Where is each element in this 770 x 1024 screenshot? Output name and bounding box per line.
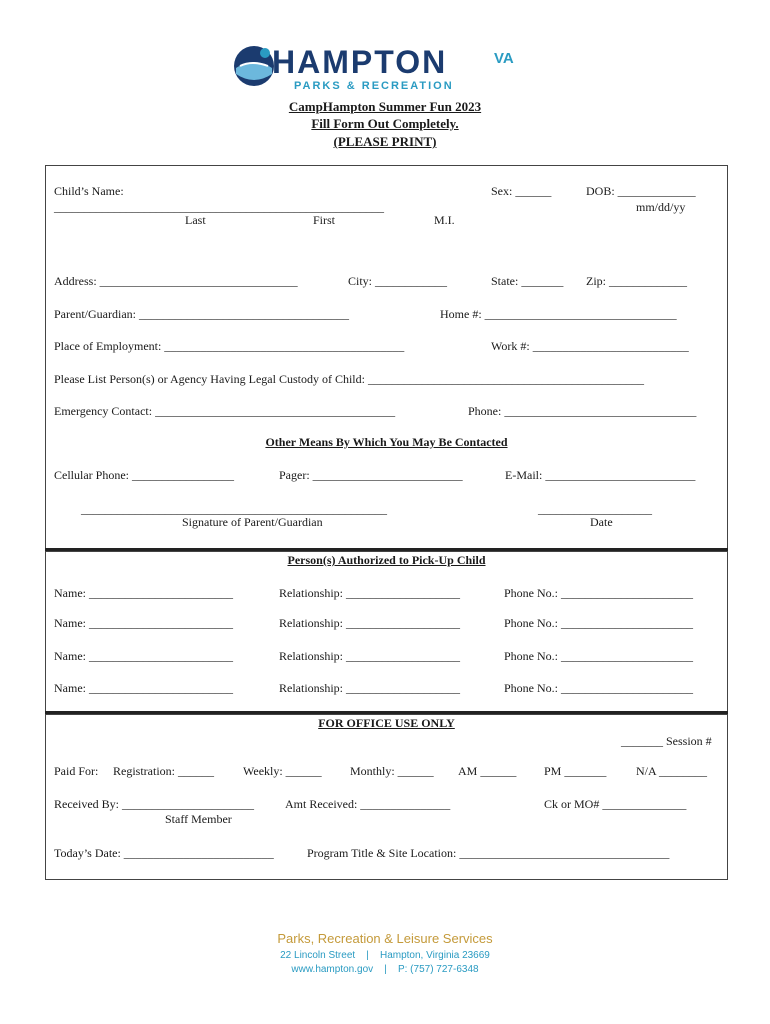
address-field[interactable]: Address: _________________________________ xyxy=(54,274,298,288)
form-title: CampHampton Summer Fun 2023 xyxy=(288,99,482,114)
logo-state: VA xyxy=(494,50,514,67)
first-name-label: First xyxy=(313,213,336,227)
weekly-field[interactable]: Weekly: ______ xyxy=(243,764,322,778)
program-site-field[interactable]: Program Title & Site Location: ___________________________________ xyxy=(307,846,670,860)
logo-subtitle: PARKS & RECREATION xyxy=(294,80,454,92)
emergency-phone-field[interactable]: Phone: ________________________________ xyxy=(468,404,697,418)
pickup-phone-field[interactable]: Phone No.: ______________________ xyxy=(504,586,693,600)
parent-guardian-field[interactable]: Parent/Guardian: ___________________________________ xyxy=(54,307,349,321)
work-phone-field[interactable]: Work #: __________________________ xyxy=(491,339,689,353)
employment-field[interactable]: Place of Employment: ________________________________________ xyxy=(54,339,405,353)
registration-field[interactable]: Registration: ______ xyxy=(113,764,214,778)
dob-field[interactable]: DOB: _____________ xyxy=(586,184,696,198)
staff-member-label: Staff Member xyxy=(165,812,232,826)
pickup-heading: Person(s) Authorized to Pick-Up Child xyxy=(287,553,486,567)
paid-for-label: Paid For: xyxy=(54,764,99,778)
dob-format-hint: mm/dd/yy xyxy=(636,200,686,214)
legal-custody-field[interactable]: Please List Person(s) or Agency Having Legal Custody of Child: ______________________________________________ xyxy=(54,372,644,386)
pickup-name-field[interactable]: Name: ________________________ xyxy=(54,681,233,695)
sex-field[interactable]: Sex: ______ xyxy=(491,184,552,198)
amount-received-field[interactable]: Amt Received: _______________ xyxy=(285,797,451,811)
pickup-name-field[interactable]: Name: ________________________ xyxy=(54,616,233,630)
last-name-label: Last xyxy=(185,213,206,227)
footer-address: 22 Lincoln Street | Hampton, Virginia 23669 xyxy=(280,950,490,961)
pickup-phone-field[interactable]: Phone No.: ______________________ xyxy=(504,616,693,630)
middle-initial-label: M.I. xyxy=(434,213,455,227)
todays-date-field[interactable]: Today’s Date: _________________________ xyxy=(54,846,274,860)
am-field[interactable]: AM ______ xyxy=(458,764,517,778)
pickup-phone-field[interactable]: Phone No.: ______________________ xyxy=(504,681,693,695)
pickup-name-field[interactable]: Name: ________________________ xyxy=(54,586,233,600)
signature-date-field[interactable]: ___________________ xyxy=(538,502,652,516)
child-name-field[interactable]: _______________________________________________________ xyxy=(54,200,384,214)
child-info-section xyxy=(45,165,728,552)
pickup-relationship-field[interactable]: Relationship: ___________________ xyxy=(279,681,460,695)
pickup-relationship-field[interactable]: Relationship: ___________________ xyxy=(279,649,460,663)
signature-field[interactable]: ___________________________________________________ xyxy=(81,502,387,516)
print-note: (PLEASE PRINT) xyxy=(333,134,437,149)
pickup-relationship-field[interactable]: Relationship: ___________________ xyxy=(279,586,460,600)
pickup-name-field[interactable]: Name: ________________________ xyxy=(54,649,233,663)
logo-name: HAMPTON xyxy=(272,44,448,80)
office-heading: FOR OFFICE USE ONLY xyxy=(318,716,455,730)
session-field[interactable]: _______ Session # xyxy=(621,734,712,748)
email-field[interactable]: E-Mail: _________________________ xyxy=(505,468,696,482)
pickup-relationship-field[interactable]: Relationship: ___________________ xyxy=(279,616,460,630)
pm-field[interactable]: PM _______ xyxy=(544,764,607,778)
city-field[interactable]: City: ____________ xyxy=(348,274,448,288)
other-contact-heading: Other Means By Which You May Be Contacted xyxy=(265,435,508,449)
home-phone-field[interactable]: Home #: ________________________________ xyxy=(440,307,677,321)
cellular-phone-field[interactable]: Cellular Phone: _________________ xyxy=(54,468,234,482)
hampton-logo xyxy=(232,42,532,94)
pager-field[interactable]: Pager: _________________________ xyxy=(279,468,463,482)
state-field[interactable]: State: _______ xyxy=(491,274,564,288)
hampton-logo-emblem-icon xyxy=(232,44,276,88)
signature-date-label: Date xyxy=(590,515,613,529)
pickup-phone-field[interactable]: Phone No.: ______________________ xyxy=(504,649,693,663)
child-name-label: Child’s Name: xyxy=(54,184,124,198)
footer-department: Parks, Recreation & Leisure Services xyxy=(277,931,493,946)
zip-field[interactable]: Zip: _____________ xyxy=(586,274,687,288)
signature-label: Signature of Parent/Guardian xyxy=(182,515,323,529)
footer-contact: www.hampton.gov | P: (757) 727-6348 xyxy=(291,964,479,975)
check-money-order-field[interactable]: Ck or MO# ______________ xyxy=(544,797,687,811)
form-instruction: Fill Form Out Completely. xyxy=(311,116,459,131)
emergency-contact-field[interactable]: Emergency Contact: ________________________________________ xyxy=(54,404,396,418)
received-by-field[interactable]: Received By: ______________________ xyxy=(54,797,254,811)
monthly-field[interactable]: Monthly: ______ xyxy=(350,764,434,778)
na-field[interactable]: N/A ________ xyxy=(636,764,708,778)
